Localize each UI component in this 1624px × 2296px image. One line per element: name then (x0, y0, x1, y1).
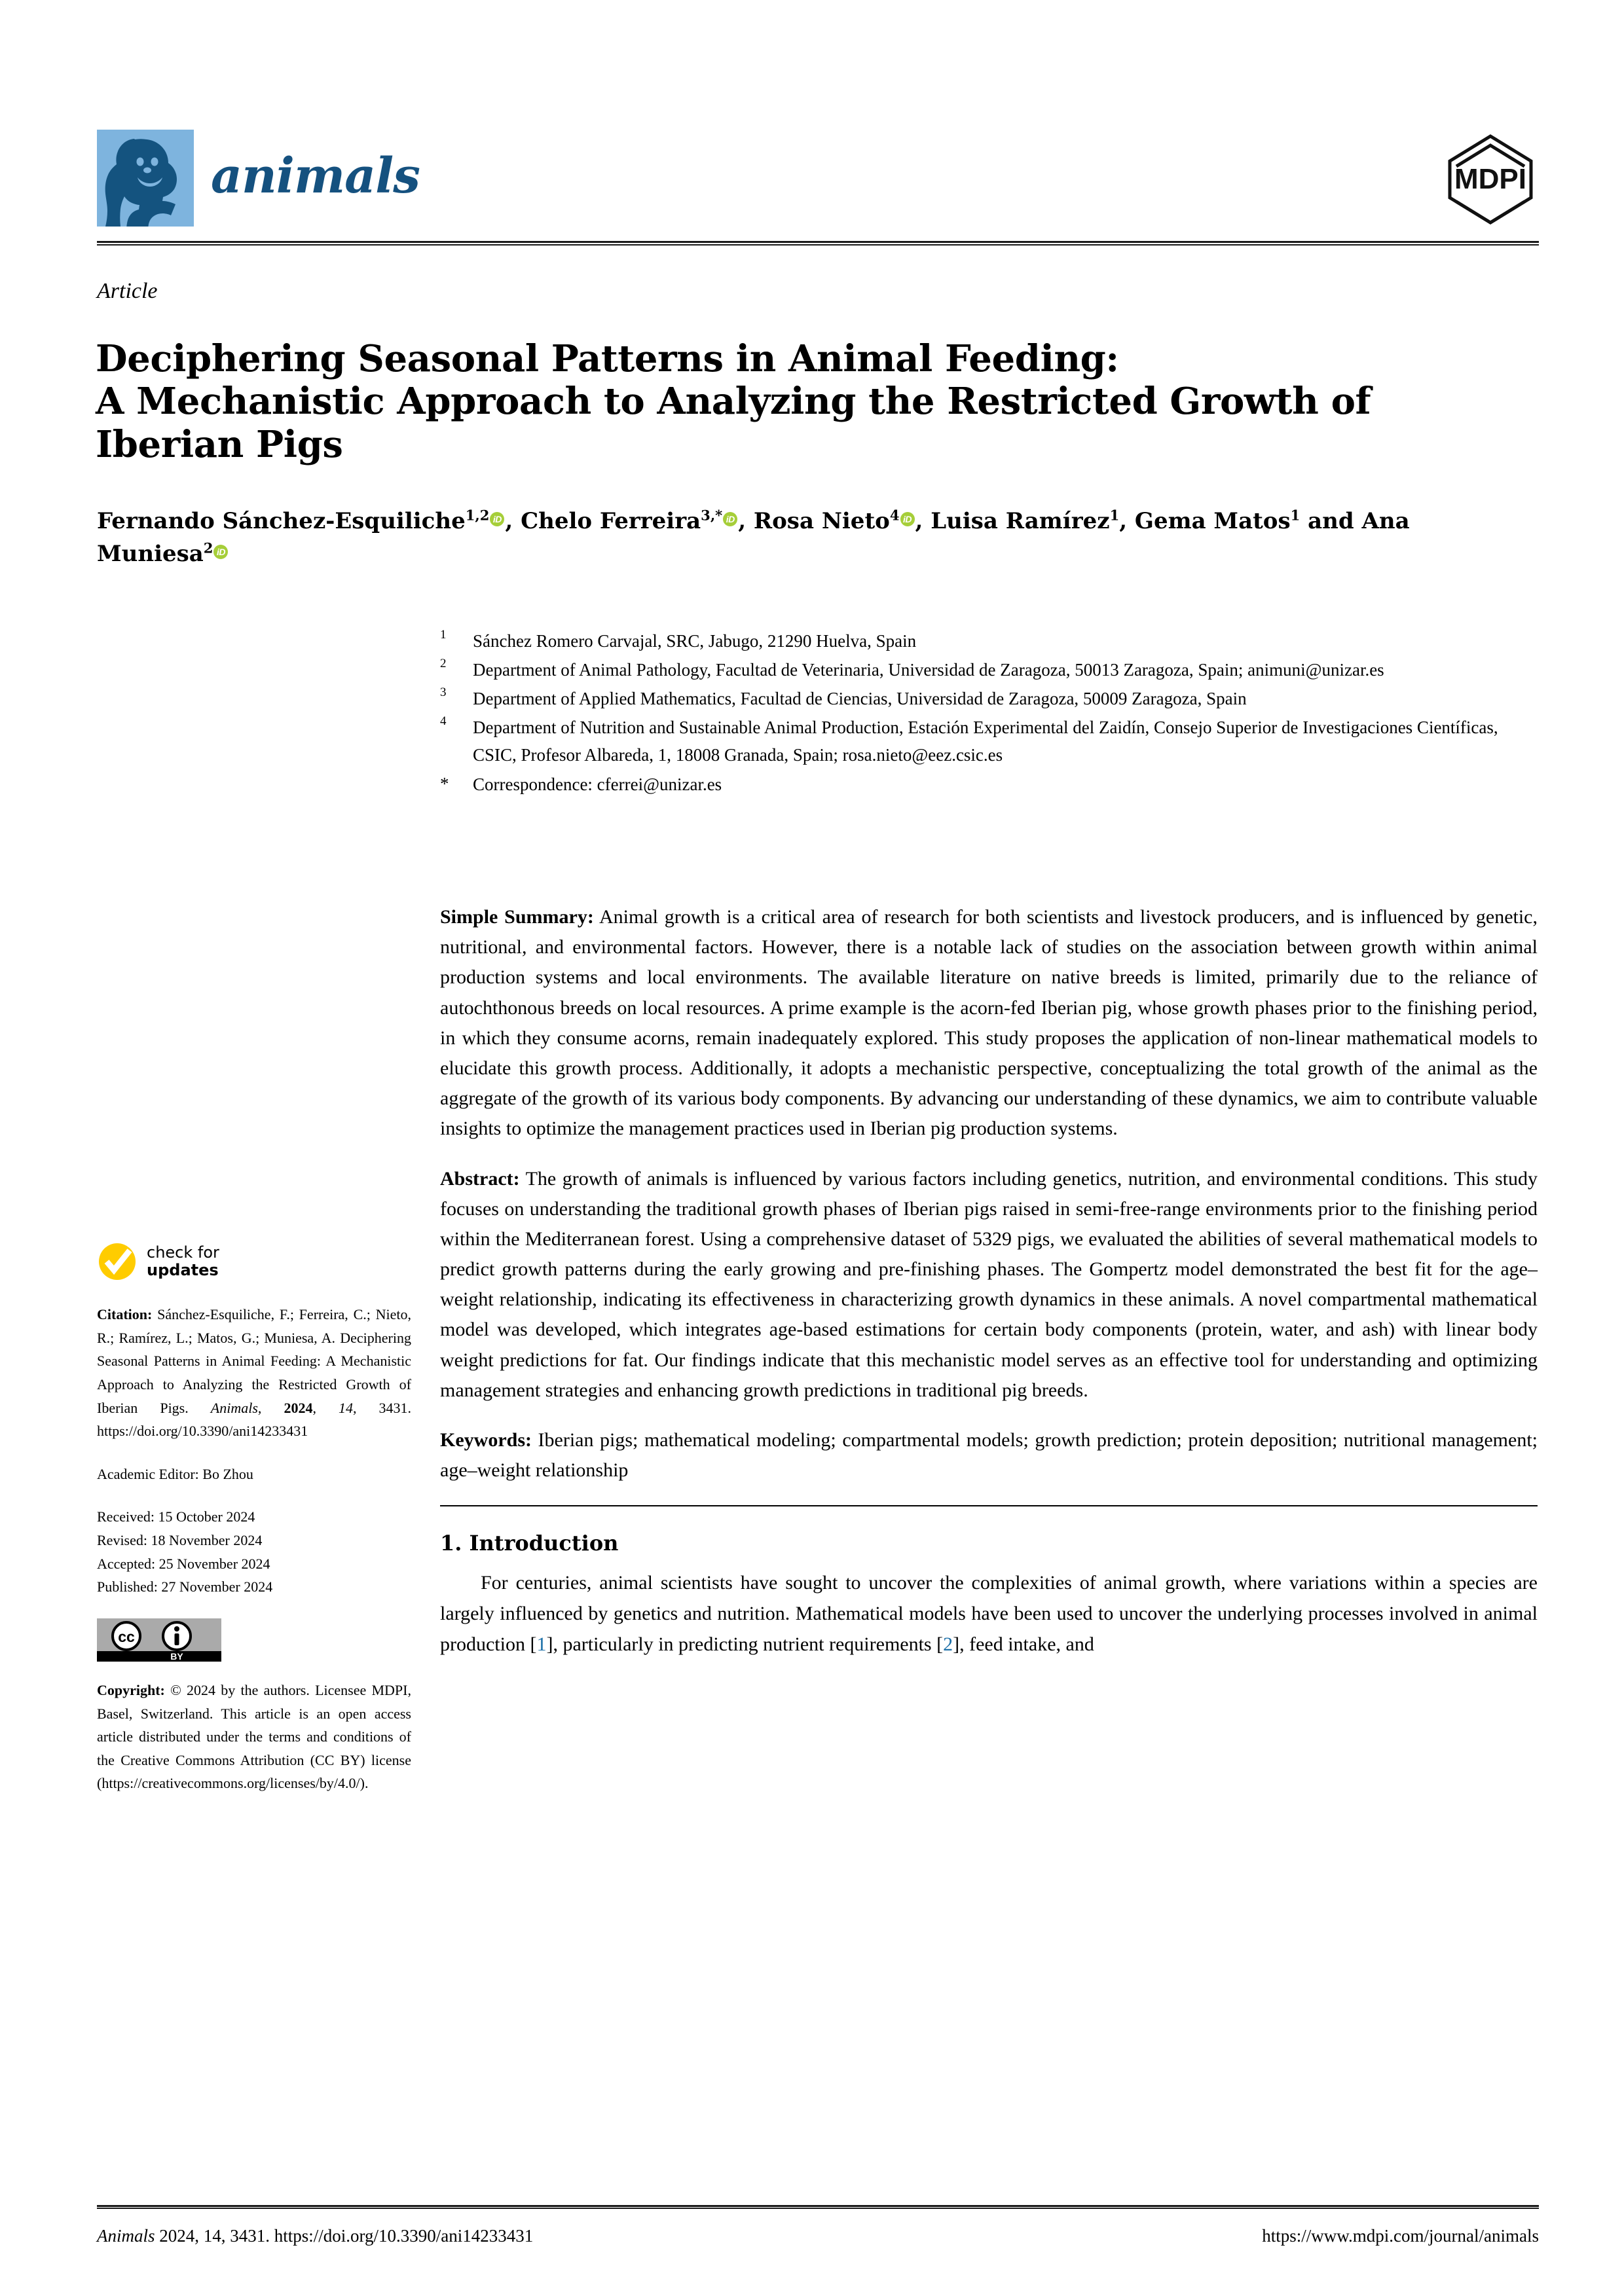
check-for-updates-line2: updates (147, 1261, 219, 1279)
footer-citation (97, 2226, 533, 2246)
citation-reference-2[interactable]: 2 (943, 1633, 953, 1655)
copyright-label: Copyright: (97, 1681, 165, 1698)
affiliation-text: Department of Animal Pathology, Facultad de Veterinaria, Universidad de Zaragoza, 50013 Zaragoza, Spain; animuni@unizar.es (473, 660, 1384, 680)
affiliation-marker: 1 (440, 628, 447, 642)
correspondence-marker: * (440, 773, 449, 793)
footer-journal-url[interactable]: https://www.mdpi.com/journal/animals (1262, 2226, 1539, 2246)
introduction-heading: 1. Introduction (440, 1531, 619, 1556)
author-affiliation-marker: 2 (203, 539, 213, 556)
gorilla-icon (97, 130, 194, 227)
publication-dates (97, 1505, 411, 1599)
citation-volume: 14 (339, 1399, 353, 1416)
author-list: Fernando Sánchez-Esquiliche$^{1,2}$ iD , Chelo Ferreira$^{3,*}$ iD , Rosa Nieto$^4$ iD , Luisa Ramírez$^1$, Gema Matos$^1$ and Ana Muniesa$^2$ iD (97, 507, 1410, 567)
academic-editor: Academic Editor: Bo Zhou (97, 1465, 253, 1482)
journal-logo[interactable] (97, 130, 420, 227)
citation-journal: Animals (210, 1399, 258, 1416)
orcid-icon[interactable]: iD (490, 512, 504, 526)
author-affiliation-marker: 4 (889, 507, 900, 524)
affiliation-text: Department of Applied Mathematics, Facultad de Ciencias, Universidad de Zaragoza, 50009 Zaragoza, Spain (473, 689, 1247, 709)
author-name[interactable]: Gema Matos (1134, 508, 1291, 534)
title-line-3: Iberian Pigs (96, 422, 343, 466)
check-circle-icon (97, 1241, 138, 1282)
author-name[interactable]: Rosa Nieto (753, 508, 890, 534)
orcid-icon[interactable]: iD (900, 512, 915, 526)
orcid-icon[interactable]: iD (723, 512, 737, 526)
date-received: Received: 15 October 2024 (97, 1508, 255, 1525)
footer-citation-text: 2024, 14, 3431. https://doi.org/10.3390/ani14233431 (155, 2226, 534, 2246)
keywords-text: Iberian pigs; mathematical modeling; compartmental models; growth prediction; protein deposition; nutritional management; age–weight relationship (440, 1429, 1538, 1482)
author-name[interactable]: Ana Muniesa (97, 508, 1410, 567)
simple-summary (440, 902, 1538, 1144)
page-footer (97, 2226, 1539, 2246)
masthead (97, 128, 1539, 233)
svg-text:BY: BY (170, 1650, 183, 1662)
footer-journal: Animals (97, 2226, 155, 2246)
check-for-updates-badge[interactable] (97, 1241, 411, 1282)
svg-text:MDPI: MDPI (1454, 163, 1526, 195)
title-line-2: A Mechanistic Approach to Analyzing the Restricted Growth of (96, 380, 1371, 424)
author-affiliation-marker: 1,2 (465, 507, 490, 524)
journal-name: animals (211, 148, 420, 204)
intro-text-part-2: ], particularly in predicting nutrient requirements [ (546, 1633, 944, 1655)
author-name[interactable]: Fernando Sánchez-Esquiliche (97, 508, 466, 534)
title-line-1: Deciphering Seasonal Patterns in Animal Feeding: (96, 337, 1119, 380)
citation-block (97, 1303, 411, 1443)
affiliation-marker: 3 (440, 685, 447, 700)
author-affiliation-marker: 1 (1290, 507, 1301, 524)
copyright-block (97, 1679, 411, 1795)
main-content-column (440, 902, 1538, 1660)
author-name[interactable]: Chelo Ferreira (521, 508, 701, 534)
citation-authors-title: Sánchez-Esquiliche, F.; Ferreira, C.; Nieto, R.; Ramírez, L.; Matos, G.; Muniesa, A. Deciphering Seasonal Patterns in Animal Feeding: A Mechanistic Approach to Analyzing the Restricted Growth of Iberian Pigs. (97, 1306, 411, 1416)
affiliation-marker: 4 (440, 714, 447, 729)
affiliation-marker: 2 (440, 657, 447, 671)
abstract (440, 1164, 1538, 1406)
author-name[interactable]: Luisa Ramírez (931, 508, 1110, 534)
cc-by-icon[interactable] (97, 1618, 221, 1662)
section-divider (440, 1505, 1538, 1506)
simple-summary-text: Animal growth is a critical area of research for both scientists and livestock producers, and is influenced by genetic, nutritional, and environmental factors. However, there is a notable lack of studies on the association between growth within animal production systems and local environments. The available literature on native breeds is limited, primarily due to the reliance of autochthonous breeds on local resources. A prime example is the acorn-fed Iberian pig, whose growth phases prior to the finishing period, in which they consume acorns, remain inadequately explored. This study proposes the application of non-linear mathematical models to elucidate this growth process. Additionally, it adopts a mechanistic perspective, conceptualizing the total growth of the animal as the aggregate of the growth of its various body components. By advancing our understanding of these dynamics, we aim to contribute valuable insights to optimize the management practices used in Iberian pig production systems. (440, 906, 1538, 1140)
intro-text-part-1: For centuries, animal scientists have sought to uncover the complexities of animal growth, where variations within a species are largely influenced by genetics and nutrition. Mathematical models have been used to uncover the underlying processes involved in animal production [ (440, 1571, 1538, 1655)
masthead-divider (97, 241, 1539, 246)
simple-summary-label: Simple Summary: (440, 906, 594, 928)
keywords (440, 1425, 1538, 1485)
citation-article-number: 3431 (378, 1399, 408, 1416)
affiliation-row (440, 714, 1535, 769)
mdpi-logo[interactable] (1442, 128, 1539, 230)
article-type-label: Article (97, 279, 158, 303)
copyright-text: © 2024 by the authors. Licensee MDPI, Basel, Switzerland. This article is an open access article distributed under the terms and conditions of the Creative Commons Attribution (CC BY) license (https://creativecommons.org/licenses/by/4.0/). (97, 1681, 411, 1792)
check-for-updates-text (147, 1244, 219, 1280)
svg-text:cc: cc (118, 1628, 135, 1645)
citation-doi-link[interactable]: https://doi.org/10.3390/ani14233431 (97, 1423, 308, 1440)
introduction-paragraph (440, 1568, 1538, 1660)
date-accepted: Accepted: 25 November 2024 (97, 1555, 270, 1572)
keywords-label: Keywords: (440, 1429, 532, 1451)
article-metadata-sidebar (97, 1241, 411, 1815)
citation-sep-2: , (312, 1399, 339, 1416)
date-revised: Revised: 18 November 2024 (97, 1532, 263, 1548)
correspondence-text: Correspondence: cferrei@unizar.es (473, 774, 722, 794)
page-title (96, 338, 1543, 467)
abstract-label: Abstract: (440, 1167, 520, 1190)
check-for-updates-line1: check for (147, 1243, 219, 1262)
citation-sep-3: , (353, 1399, 379, 1416)
author-conjunction: and (1308, 508, 1354, 534)
footer-divider (97, 2205, 1539, 2209)
affiliation-text: Department of Nutrition and Sustainable Animal Production, Estación Experimental del Zaidín, Consejo Superior de Investigaciones Científicas, CSIC, Profesor Albareda, 1, 18008 Granada, Spain; rosa.nieto@eez.csic.es (473, 718, 1498, 765)
affiliation-row (440, 656, 1535, 683)
abstract-text: The growth of animals is influenced by various factors including genetics, nutrition, and environmental conditions. This study focuses on understanding the traditional growth phases of Iberian pigs raised in semi-free-range environments prior to the finishing period within the Mediterranean forest. Using a comprehensive dataset of 5329 pigs, we evaluated the abilities of several mathematical models to predict growth patterns during the early growing and pre-finishing phases. The Gompertz model demonstrated the best fit for the age–weight relationship, indicating its effectiveness in characterizing growth dynamics in these animals. A novel compartmental mathematical model was developed, which integrates age-based estimations for certain body components (protein, water, and ash) with linear body weight predictions for fat. Our findings indicate that this mechanistic model serves as an effective tool for understanding and optimizing management strategies and enhancing growth predictions in traditional pig breeds. (440, 1167, 1538, 1401)
citation-reference-1[interactable]: 1 (536, 1633, 547, 1655)
affiliation-row (440, 627, 1535, 655)
affiliation-row (440, 685, 1535, 712)
affiliations-block (440, 627, 1535, 799)
citation-label: Citation: (97, 1306, 153, 1322)
author-affiliation-marker: 1 (1109, 507, 1120, 524)
author-affiliation-marker: 3,* (701, 507, 723, 524)
citation-sep-4: . (407, 1399, 412, 1416)
orcid-icon[interactable]: iD (213, 545, 228, 559)
affiliation-text: Sánchez Romero Carvajal, SRC, Jabugo, 21290 Huelva, Spain (473, 631, 917, 651)
citation-year: 2024 (284, 1399, 313, 1416)
date-published: Published: 27 November 2024 (97, 1578, 273, 1595)
intro-text-part-3: ], feed intake, and (953, 1633, 1094, 1655)
citation-sep-1: , (257, 1399, 284, 1416)
affiliation-row (440, 771, 1535, 798)
